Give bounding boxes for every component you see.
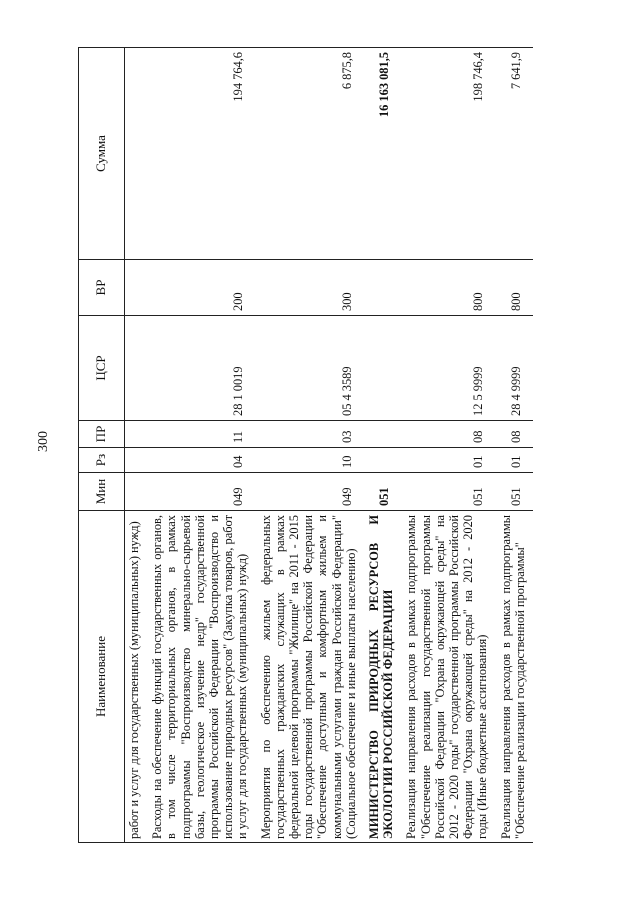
row-sum: 198 746,4 (401, 48, 495, 260)
table-row (147, 48, 255, 843)
header-min: Мин (79, 473, 125, 511)
row-sum: 6 875,8 (256, 48, 364, 260)
row-rz (125, 448, 148, 473)
row-sum (125, 48, 148, 260)
row-vr: 200 (147, 260, 255, 316)
budget-table-rotated (78, 48, 597, 843)
table-row (256, 48, 364, 843)
row-vr: 800 (496, 260, 533, 316)
row-min: 051 (401, 473, 495, 511)
header-name: Наименование (79, 511, 125, 843)
row-vr: 300 (256, 260, 364, 316)
row-csr (364, 316, 401, 421)
row-sum: 194 764,6 (147, 48, 255, 260)
row-csr: 28 4 9999 (496, 316, 533, 421)
header-vr: ВР (79, 260, 125, 316)
row-pr (364, 421, 401, 448)
table-header-row (79, 48, 125, 843)
row-rz: 04 (147, 448, 255, 473)
row-name: Реализация направления расходов в рамках подпрограммы "Обеспечение реализации государственной программы Российской Федерации "Охрана окружающей среды" на 2012 - 2020 годы" государственной программы Российской Федерации "Охрана окружающей среды" на 2012 - 2020 годы (Иные бюджетные ассигнования) (401, 511, 495, 843)
row-pr: 11 (147, 421, 255, 448)
budget-table (78, 47, 533, 843)
row-csr: 28 1 0019 (147, 316, 255, 421)
row-name: Реализация направления расходов в рамках подпрограммы "Обеспечение реализации государственной программы" (496, 511, 533, 843)
row-vr (125, 260, 148, 316)
table-row (125, 48, 148, 843)
table-row (496, 48, 533, 843)
row-name: работ и услуг для государственных (муниципальных) нужд) (125, 511, 148, 843)
row-name: МИНИСТЕРСТВО ПРИРОДНЫХ РЕСУРСОВ И ЭКОЛОГИИ РОССИЙСКОЙ ФЕДЕРАЦИИ (364, 511, 401, 843)
row-csr (125, 316, 148, 421)
row-csr: 05 4 3589 (256, 316, 364, 421)
header-csr: ЦСР (79, 316, 125, 421)
table-row-ministry (364, 48, 401, 843)
row-rz: 01 (401, 448, 495, 473)
row-vr: 800 (401, 260, 495, 316)
row-min (125, 473, 148, 511)
row-pr: 03 (256, 421, 364, 448)
header-rz: Рз (79, 448, 125, 473)
row-min: 051 (364, 473, 401, 511)
table-row (401, 48, 495, 843)
row-pr: 08 (401, 421, 495, 448)
row-vr (364, 260, 401, 316)
row-rz: 10 (256, 448, 364, 473)
row-pr: 08 (496, 421, 533, 448)
row-min: 049 (256, 473, 364, 511)
row-min: 049 (147, 473, 255, 511)
row-pr (125, 421, 148, 448)
header-pr: ПР (79, 421, 125, 448)
row-rz: 01 (496, 448, 533, 473)
row-sum: 16 163 081,5 (364, 48, 401, 260)
page-number: 300 (36, 431, 51, 452)
row-name: Расходы на обеспечение функций государственных органов, в том числе территориальных органов, в рамках подпрограммы "Воспроизводство минерально-сырьевой базы, геологическое изучение недр" государственной программы Российской Федерации "Воспроизводство и использование природных ресурсов" (Закупка товаров, работ и услуг для государственных (муниципальных) нужд) (147, 511, 255, 843)
row-sum: 7 641,9 (496, 48, 533, 260)
header-sum: Сумма (79, 48, 125, 260)
row-name: Мероприятия по обеспечению жильем федеральных государственных гражданских служащих в рамках федеральной целевой программы "Жилище" на 2011 - 2015 годы государственной программы Российской Федерации "Обеспечение доступным и комфортным жильем и коммунальными услугами граждан Российской Федерации" (Социальное обеспечение и иные выплаты населению) (256, 511, 364, 843)
row-min: 051 (496, 473, 533, 511)
row-rz (364, 448, 401, 473)
row-csr: 12 5 9999 (401, 316, 495, 421)
